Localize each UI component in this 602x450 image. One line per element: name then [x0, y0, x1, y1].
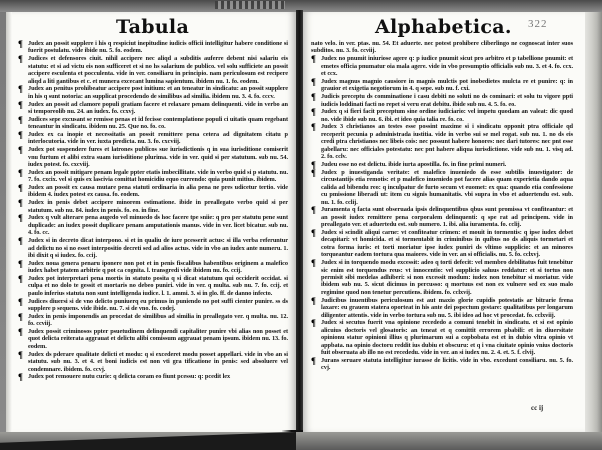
right-entries — [311, 40, 573, 372]
index-entry — [311, 55, 573, 77]
paragraph-mark-icon: ¶ — [18, 84, 23, 95]
index-entry — [311, 297, 573, 319]
book-gutter — [296, 10, 303, 450]
entry-text: Judices sepe excusant se remisse penas et id fecisse contemplatione populi ci uitatis quam regebant teneantur in sindicatu. ibidem nu. 25. Que no. fo. co. — [28, 115, 288, 131]
index-entry — [18, 260, 288, 275]
index-entry — [18, 85, 288, 100]
index-entry — [311, 78, 573, 93]
paragraph-mark-icon: ¶ — [311, 54, 316, 65]
entry-text: Judex an penitus prohibeatur accipere post initium: et an teneatur in sindicatu: an possit supplere in his q sunt notoria: an supplicat procedendo de similibus ad similia. ibidem nu. 3. 4. fo. cccv. — [28, 85, 288, 100]
index-entry — [311, 259, 573, 296]
index-entry — [311, 108, 573, 123]
paragraph-mark-icon: ¶ — [311, 107, 316, 118]
paragraph-mark-icon: ¶ — [311, 92, 316, 103]
entry-text: Judex ds pderare qualitate delicti et modu: q si excederet modu posset appellari. vide in vbo an si statutu. sub nu. 3. et 4. et boni iudicis est non vti gra tificatione in penis: sed absoluere vel condemnare. ibidem. fo. ccvj. — [28, 350, 288, 373]
index-entry — [18, 214, 288, 236]
paragraph-mark-icon: ¶ — [18, 54, 23, 65]
entry-text: Judex noua genera penaru iponere non pot et in penis fiscalibus habentibus originem a malefico iudex habet ptatem arbitrie q pot ca cognita. l. transgredi vide ibidem nu. fo. ccij. — [28, 259, 288, 275]
index-entry — [311, 169, 573, 206]
index-entry — [18, 55, 288, 85]
paragraph-mark-icon: ¶ — [18, 114, 23, 125]
index-entry — [18, 146, 288, 168]
left-entries — [18, 40, 288, 381]
entry-text: Judex si scindit aliqui carne: vt confiteatur crimen: et mouit in tormentis: q ipse iudex debet decapitari: vt homicida. et si tormentabit in criminibus in quibus no ds aliquis tormetari et cotra forma iuris: et torti moriatur ipse iudex puniri ds vltimo supplicio: et an minores torqueantur eadem tortura qua maiores. vide in ver. an si officialis. nu. 5. fo. cclxvj. — [321, 229, 573, 259]
entry-text: Judices et defensores ciuit. nihil accipere nec aliqd a subditis auferre debent nisi salariu eis statutu: et si ad victu eis non sufficeret et si no hs salarium de publico. vel solu sufficiete an possit accipere esculenta et pocculenta. vide in ver. consiliaru in principio. nam periculosum est recipere aliqd a liti gantibus et c. et munera excecant lumina sapientum. ibidem nu. 1. fo. eodem. — [28, 55, 288, 85]
paragraph-mark-icon: ¶ — [18, 99, 23, 110]
entry-text: Judicibus inuentibus periculosum est aut maxio glorie cupidis potestatis ar bitrarie frena laxare: eu grauem statera oporteat in his ante dei pspectum gestare: qualitatibus per longarum diligenter attentis. vide in verbo tortura sub nu. 5. ibi ideo ad hoc vt procedat. fo. cclxviij. — [321, 296, 573, 319]
index-entry — [18, 40, 288, 55]
paragraph-mark-icon: ¶ — [18, 296, 23, 307]
index-entry — [18, 131, 288, 146]
entry-text: Judex an possit ad clamore populi gratiam facere et relaxare penam delinquenti. vide in verbo an si temporeolib nu. 24. an iudex. fo. ccxvj. — [28, 100, 288, 115]
entry-text: Judex q si fieri facit preceptum sine ordine iudiciario: vel impetu quodam an valeat: dic quod no. vide ibide sub nu. 6. ibi. et ideo quia talia re. fo. co. — [321, 108, 573, 123]
right-page — [303, 12, 585, 432]
index-entry — [18, 275, 288, 297]
index-entry — [18, 328, 288, 350]
index-entry — [18, 298, 288, 313]
entry-text: Judex pot remouere nutu curie: q delicta coram eo fiunt pcessu: q: pcedit lex — [28, 373, 231, 381]
entry-text: Jurans seruare statuta intelligitur iurasse de licitis. vide in vbo. excedunt consiliaru. nu. 5. fo. cvj. — [321, 356, 573, 372]
index-entry — [18, 372, 288, 383]
entry-text: Judex p inuestiganda veritate: et malefico inueniedo ds esse subtilis inuestigator: de circustantijs etia remotis: et p malefico inueniedo pot facere alias quam experietia dando aqua calida ad bibendu reo: q inculpatur de furto secum vt euomet: ex qua: quando etia confessione cu pmissione liberadi ut: item cu signis humanitatis. vbi supra in vbo et aduertendu est. sub. nu. 1. fo. cclij. — [321, 168, 573, 206]
signature-mark: cc ij — [531, 404, 544, 412]
paragraph-mark-icon: ¶ — [311, 122, 316, 133]
paragraph-mark-icon: ¶ — [18, 372, 23, 383]
entry-text: Judex in penis imponendis an procedat de similibus ad similia in preallegato ver. q multa. nu. 12. fo. ccviij. — [28, 312, 288, 328]
paragraph-mark-icon: ¶ — [18, 349, 23, 360]
entry-text: Judex si in decreto dicat interpono. si et in qualiu de iure pcesserit actus: si illa verba referuntur ad delictu no si no esset interpositio decreti sed ad alios actus. vide in vbo an iudex ante numeru. 1. ibi dixit q si iudex. fo. ccij. — [28, 237, 288, 259]
entry-text: Judex possit criminosos ppter psuetudinem delinquendi capitaliter punire vbi alias non posset et quot delicta reiterata aggrauat et delictu alibi comissum aggrauat penam ipsum. ibidem nu. 13. fo. eodem. — [28, 327, 288, 350]
paragraph-mark-icon: ¶ — [18, 129, 23, 140]
index-entry — [18, 169, 288, 184]
entry-text: Judex an possit supplere i his q respiciut inepitudine iudicis officii intelligitur habere conditione si fuerit postulatu. vide ibide nu. 5. fo. eodem. — [28, 40, 288, 55]
entry-text: Judex ex ca inopie et necessitatis an possit remittere pena cetera ad dignitatem citatu p interlocutoria. vide in ver. iuxta predicta. nu. 3. fo. cxcviij. — [28, 130, 288, 146]
paragraph-mark-icon: ¶ — [18, 39, 23, 49]
paragraph-mark-icon: ¶ — [311, 258, 316, 269]
entry-text: Judex magnus magnio causiore in magnis mulctis pot inobedietes mulcta re et punire: q: in grauior et exigetia negotiorum in 4. q sepe. sub nu. f. cxi. — [321, 77, 573, 93]
entry-text: Judicis preceptu ds comminatione i casu debiti no soluti no ds cominari: et solu tu vigore ppti iudicis loddinati facti no repet si veru erat debitu. ibide sub nu. 4. 5. fo. eo. — [321, 93, 573, 108]
entry-text: Judeu esse no est delictu. ibide iurta apostilla. fo. in fine primi numeri. — [321, 161, 507, 169]
index-entry — [311, 319, 573, 356]
paragraph-mark-icon: ¶ — [18, 258, 23, 269]
index-entry — [18, 351, 288, 373]
index-entry — [311, 206, 573, 228]
paragraph-mark-icon: ¶ — [311, 228, 316, 238]
entry-text: Judex si secutus fuerit vna opinione recededo a comuni tenebit in sindicatu. et si est opinio alicuius doctoris vel glosatoris: an teneat et q comittit errorem pbabili: et in diuersitate opinionu statur opinioni illius q plurimarum sui a copbobata est et in dubio vltra opinio vt appbata. na opinio doctoru reddit ius dubiu et obscuru: et q i vna ciuitate opinio vnius doctoris fuit obseruata ab illo no est recededu. vide in ver. an si iudex nu. 2. 4. et. 5. f. clvij. — [321, 319, 573, 357]
paragraph-mark-icon: ¶ — [311, 76, 316, 87]
entry-text: Judex no pnumit iniuriose agere q: p iudice pnumit sicut pro arbitro et p tabellione pnumit: et emetes officia pnumatur oia mala agere. vide in vbo presumptio officialis sub nu. 3. et 4. fo. ccx. et ccx. — [321, 55, 573, 78]
entry-text: Judex si in torquendo modu excessit: adeo q torti defecit: vel membro debilitatus fuit tenebitur sic enim est torquendus reus: vt innocentio: vel supplicio saluus reddatur: et si tortus non permisit sibi medelas adhiberi: si non excessit modum: iudex non tenebitur si moriatur. vide ibidem sub nu. 5. sicut dicimus in percusso: q mortuus est non ex vulnere sed ex suo malo regimine quod non tenetur percutiens. ibidem. fo. cclxvij. — [321, 259, 573, 296]
index-entry — [18, 101, 288, 116]
paragraph-mark-icon: ¶ — [18, 182, 23, 193]
paragraph-mark-icon: ¶ — [18, 213, 23, 224]
index-entry — [311, 357, 573, 372]
paragraph-mark-icon: ¶ — [311, 355, 316, 366]
paragraph-mark-icon: ¶ — [311, 205, 316, 216]
folio-number: 322 — [528, 18, 548, 30]
entry-text: Judex q vult alterare pena augedo vel minuedo ds hoc facere tpe sniie: q pro per statutu pene sunt duplicade: an iudex possit duplicare penam amputationis manus. vide in ver. licet bicatur. sub nu. 4. fo. cc. — [28, 214, 288, 237]
index-entry — [311, 93, 573, 108]
left-page — [6, 12, 296, 434]
entry-text: Judices diuersi si de vno delicto puniuerq eu primus in puniendo no pot suffi cienter punire. ss ds supplere p sequens. vide ibide. nu. 7. si de vno. fo. codej. — [28, 297, 288, 313]
entry-text: Judex pot suspendere fures et latrones publicos sue iurisdictionis q in sua iurisditione comiserit vnu furtum et alibi extra suam iurisditione plurima. vide in ver. quid si per statutum. sub nu. 54. iudex potest. fo. cxcviij. — [28, 146, 288, 169]
index-entry — [311, 160, 573, 171]
entry-text: Judex pot interpretari pena mortis in statuto posita q si dicat statutum qui occiderit occidat. si culpa et no dolo te gessit et mortaris no debeo puniri. vide in ver. q multa. sub nu. 7. fo. ccij. et paulo inferius statuta non sunt intelligenda iudice. l. 1. ammi. 3. si in glo. ff. de danno infecto. — [28, 274, 288, 297]
index-entry — [311, 40, 573, 55]
paragraph-mark-icon: ¶ — [18, 326, 23, 337]
right-running-head: Alphabetica. — [375, 16, 512, 38]
paragraph-mark-icon: ¶ — [18, 167, 23, 178]
entry-text: nato velo. in ver. ptas. nu. 54. Et aduerte. nec potest prohibere cliberlingo ne cognoscat inter suos subditos. nu. 3. fo. ccviij. — [311, 40, 573, 55]
index-entry — [311, 229, 573, 259]
entry-text: Judex an possit ex causa mutare pena statuti ordinaria in alia pena ne pres udicetur tertio. vide ibidem 4. iudex potest ex causa. fo. eodem. — [28, 183, 288, 199]
binding-tear — [215, 1, 285, 9]
entry-text: Judex in penis debet accipere minorem estimatione. ibide in preallegato verbo quid si per statutum. sub nu. 84. iudex in penis. fo. eo. in fine. — [28, 199, 288, 214]
paragraph-mark-icon: ¶ — [18, 145, 23, 156]
paragraph-mark-icon: ¶ — [311, 295, 316, 306]
left-running-head: Tabula — [116, 16, 190, 38]
index-entry — [18, 313, 288, 328]
index-entry — [18, 237, 288, 259]
paragraph-mark-icon: ¶ — [311, 167, 316, 178]
entry-text: Judex an possit mitigare penam legale ppter etatis imbecillitate. vide in verbo quid si p statutu. nu. 7. fo. cxcix. vel si quis ex lascivia comittat homicidiu equo currendo: quia punit mitius. ibidem. — [28, 168, 288, 184]
entry-text: Juramenta q facta sunt obseruada ipsis delinquentibus qbus sunt promissa vt confiteantur: et an possit iudex remittere pena corporalem delinquenti: q spe rat ad principem. vide in preallegato ver. et aduertedu est. sub numero. 1. ibi. alia iuramenta. fo. cclij. — [321, 206, 573, 229]
paragraph-mark-icon: ¶ — [18, 311, 23, 322]
index-entry — [18, 184, 288, 199]
paragraph-mark-icon: ¶ — [18, 236, 23, 247]
index-entry — [311, 123, 573, 160]
paragraph-mark-icon: ¶ — [311, 160, 316, 171]
page-stack-edge — [585, 12, 602, 432]
index-entry — [18, 199, 288, 214]
paragraph-mark-icon: ¶ — [18, 198, 23, 209]
entry-text: Judex 3 christianos an testes esse possint maxime si i sindicatu opponit ptra officiale qd receperit pecunia p administrada iustitia. vide in verbo sui se mel rogat. sub nu. 1. no ds eis credi ptra christianos nec libeis cois: nec possunt habere honores: nec dari tutores: nec pnt esse gabellaru: nec officiales potestatu: nec pnt habere aliqua iurisdictione. vide sub nu. 1. visq ad. 2. fo. cclv. — [321, 123, 573, 161]
paragraph-mark-icon: ¶ — [18, 273, 23, 284]
paragraph-mark-icon: ¶ — [311, 318, 316, 329]
index-entry — [18, 116, 288, 131]
